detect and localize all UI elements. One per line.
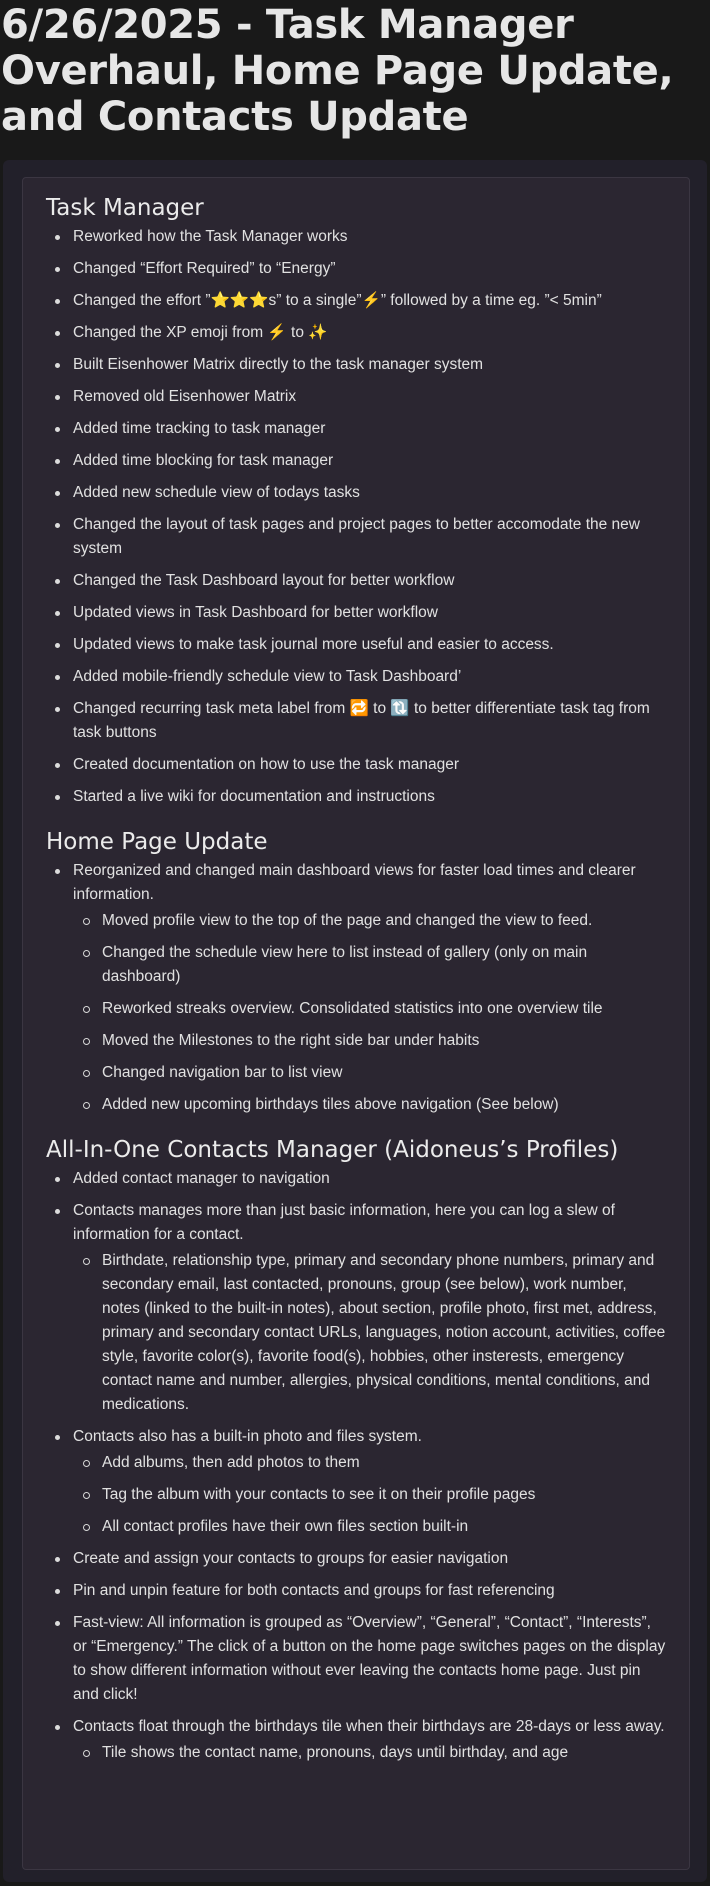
list-item: Changed “Effort Required” to “Energy” <box>46 257 667 281</box>
sub-list-item: Tag the album with your contacts to see it on their profile pages <box>73 1483 667 1507</box>
sub-list-item: Add albums, then add photos to them <box>73 1451 667 1475</box>
section-heading-task-manager: Task Manager <box>46 195 204 221</box>
sub-list-item: Moved the Milestones to the right side bar under habits <box>73 1029 667 1053</box>
list-item: Pin and unpin feature for both contacts and groups for fast referencing <box>46 1579 667 1603</box>
section-heading-contacts-manager: All-In-One Contacts Manager (Aidoneus’s Profiles) <box>46 1137 619 1163</box>
task-manager-list <box>46 225 667 809</box>
home-page-update-list <box>46 859 667 1117</box>
sub-list <box>73 909 667 1117</box>
list-item-text: Contacts manages more than just basic information, here you can log a slew of information for a contact. <box>73 1202 615 1243</box>
list-item-text: Contacts also has a built-in photo and files system. <box>73 1428 422 1445</box>
list-item: Updated views to make task journal more useful and easier to access. <box>46 633 667 657</box>
list-item: Added time tracking to task manager <box>46 417 667 441</box>
list-item: Changed the Task Dashboard layout for better workflow <box>46 569 667 593</box>
list-item: Create and assign your contacts to groups for easier navigation <box>46 1547 667 1571</box>
list-item: Changed the layout of task pages and project pages to better accomodate the new system <box>46 513 667 561</box>
list-item: Added new schedule view of todays tasks <box>46 481 667 505</box>
list-item <box>46 1715 667 1765</box>
list-item: Created documentation on how to use the task manager <box>46 753 667 777</box>
list-item: Changed recurring task meta label from 🔁 to 🔃 to better differentiate task tag from task buttons <box>46 697 667 745</box>
list-item: Started a live wiki for documentation and instructions <box>46 785 667 809</box>
list-item <box>46 1199 667 1417</box>
sub-list <box>73 1451 667 1539</box>
list-item-text: Reorganized and changed main dashboard views for faster load times and clearer information. <box>73 862 636 903</box>
section-heading-home-page-update: Home Page Update <box>46 829 268 855</box>
sub-list-item: Added new upcoming birthdays tiles above navigation (See below) <box>73 1093 667 1117</box>
list-item <box>46 1425 667 1539</box>
page-title: 6/26/2025 - Task Manager Overhaul, Home Page Update, and Contacts Update <box>1 2 674 140</box>
list-item: Added contact manager to navigation <box>46 1167 667 1191</box>
sub-list <box>73 1249 667 1417</box>
sub-list-item: Changed the schedule view here to list instead of gallery (only on main dashboard) <box>73 941 667 989</box>
sub-list-item: All contact profiles have their own files section built-in <box>73 1515 667 1539</box>
sub-list-item: Birthdate, relationship type, primary and secondary phone numbers, primary and secondary email, last contacted, pronouns, group (see below), work number, notes (linked to the built-in notes), about section, profile photo, first met, address, primary and secondary contact URLs, languages, notion account, activities, coffee style, favorite color(s), favorite food(s), hobbies, other insterests, emergency contact name and number, allergies, physical conditions, mental conditions, and medications. <box>73 1249 667 1417</box>
page-body <box>3 160 707 1882</box>
list-item: Reworked how the Task Manager works <box>46 225 667 249</box>
list-item: Changed the effort ”⭐⭐⭐s” to a single”⚡” followed by a time eg. ”< 5min” <box>46 289 667 313</box>
changelog-card <box>22 177 690 1870</box>
sub-list-item: Moved profile view to the top of the page and changed the view to feed. <box>73 909 667 933</box>
list-item: Added mobile-friendly schedule view to Task Dashboard’ <box>46 665 667 689</box>
sub-list-item: Changed navigation bar to list view <box>73 1061 667 1085</box>
contacts-manager-list <box>46 1167 667 1765</box>
sub-list-item: Reworked streaks overview. Consolidated statistics into one overview tile <box>73 997 667 1021</box>
sub-list-item: Tile shows the contact name, pronouns, days until birthday, and age <box>73 1741 667 1765</box>
list-item: Built Eisenhower Matrix directly to the task manager system <box>46 353 667 377</box>
list-item: Added time blocking for task manager <box>46 449 667 473</box>
list-item <box>46 859 667 1117</box>
list-item: Removed old Eisenhower Matrix <box>46 385 667 409</box>
list-item-text: Contacts float through the birthdays tile when their birthdays are 28-days or less away. <box>73 1718 665 1735</box>
list-item: Fast-view: All information is grouped as “Overview”, “General”, “Contact”, “Interests”, or “Emergency.” The click of a button on the home page switches pages on the display to show different information without ever leaving the contacts home page. Just pin and click! <box>46 1611 667 1707</box>
sub-list <box>73 1741 667 1765</box>
list-item: Updated views in Task Dashboard for better workflow <box>46 601 667 625</box>
list-item: Changed the XP emoji from ⚡ to ✨ <box>46 321 667 345</box>
